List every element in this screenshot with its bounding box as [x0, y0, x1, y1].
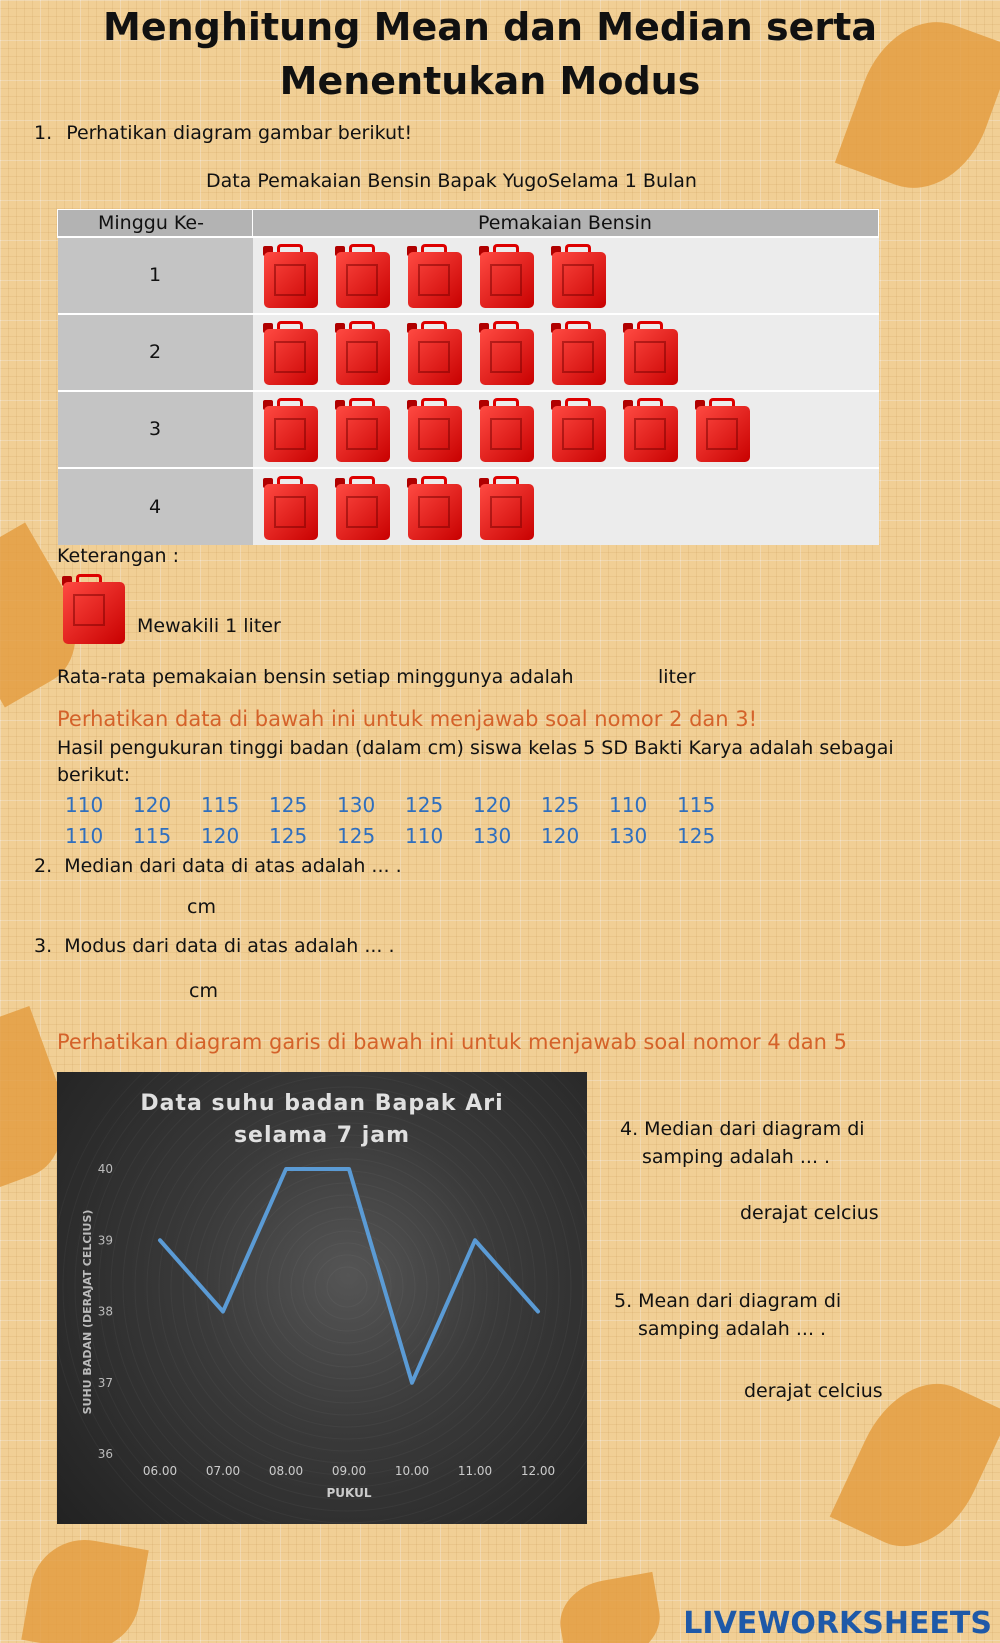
- q5-line1: 5. Mean dari diagram di: [614, 1290, 842, 1312]
- jerry-can-icon: [477, 474, 535, 540]
- legend-text: Mewakili 1 liter: [137, 615, 281, 637]
- week-cell: 3: [58, 391, 253, 468]
- x-tick-label: 12.00: [520, 1464, 556, 1478]
- height-value: 130: [473, 824, 512, 848]
- week-cell: 1: [58, 237, 253, 314]
- q3-text: Modus dari data di atas adalah ... .: [64, 935, 395, 957]
- x-tick-label: 10.00: [394, 1464, 430, 1478]
- answer-input-q3[interactable]: [60, 977, 180, 1003]
- background-ring: [255, 1195, 439, 1379]
- week-cell: 2: [58, 314, 253, 391]
- y-tick-label: 38: [97, 1304, 113, 1319]
- background-ring: [243, 1183, 451, 1391]
- background-ring: [291, 1231, 403, 1343]
- height-value: 130: [609, 824, 648, 848]
- data-point: [222, 1310, 225, 1313]
- heights-row-1: [65, 793, 745, 817]
- jerry-can-icon: [405, 396, 463, 462]
- heights-row-2: [65, 824, 745, 848]
- height-value: 125: [269, 793, 308, 817]
- background-ring: [231, 1171, 463, 1403]
- height-value: 110: [65, 793, 104, 817]
- height-value: 130: [337, 793, 376, 817]
- background-ring: [207, 1147, 487, 1427]
- instruction-4-5: Perhatikan diagram garis di bawah ini untuk menjawab soal nomor 4 dan 5: [57, 1030, 847, 1054]
- data-point: [474, 1239, 477, 1242]
- x-tick-label: 06.00: [142, 1464, 178, 1478]
- jerry-can-icon: [261, 319, 319, 385]
- pictogram-row: [58, 391, 879, 468]
- jerry-can-icon: [405, 319, 463, 385]
- data-point: [348, 1168, 351, 1171]
- q4-line2: samping adalah ... .: [642, 1146, 831, 1168]
- jerry-can-icon: [261, 242, 319, 308]
- liveworksheets-logo: LIVEWORKSHEETS: [683, 1606, 992, 1641]
- y-tick-label: 37: [97, 1375, 113, 1390]
- jerry-can-icon: [693, 396, 751, 462]
- answer-input-q2[interactable]: [60, 893, 180, 919]
- q1-question: Rata-rata pemakaian bensin setiap minggunya adalah: [57, 666, 574, 688]
- temperature-series-line: [160, 1169, 538, 1383]
- jerry-can-icon: [333, 242, 391, 308]
- pictogram-table: [57, 209, 879, 545]
- height-value: 115: [133, 824, 172, 848]
- x-tick-label: 07.00: [205, 1464, 241, 1478]
- jerry-can-icon: [405, 242, 463, 308]
- q2-number: 2.: [34, 855, 53, 877]
- jerry-can-icon: [621, 396, 679, 462]
- height-value: 115: [201, 793, 240, 817]
- jerry-can-icon: [261, 396, 319, 462]
- x-axis-label: PUKUL: [326, 1486, 372, 1500]
- y-tick-label: 40: [97, 1162, 113, 1176]
- instruction-2-3: Perhatikan data di bawah ini untuk menjawab soal nomor 2 dan 3!: [57, 707, 758, 731]
- x-tick-label: 11.00: [457, 1464, 493, 1478]
- jerry-can-icon: [549, 396, 607, 462]
- background-ring: [315, 1255, 379, 1319]
- diagram-title: Data Pemakaian Bensin Bapak YugoSelama 1 Bulan: [206, 170, 697, 192]
- height-value: 125: [269, 824, 308, 848]
- usage-cell: [253, 237, 879, 314]
- pictogram-row: [58, 314, 879, 391]
- q5-unit: derajat celcius: [744, 1380, 883, 1402]
- line-chart: [57, 1072, 587, 1524]
- background-ring: [159, 1099, 535, 1475]
- data-intro-line2: berikut:: [57, 764, 131, 786]
- height-value: 125: [405, 793, 444, 817]
- data-intro-line1: Hasil pengukuran tinggi badan (dalam cm) siswa kelas 5 SD Bakti Karya adalah sebagai: [57, 737, 894, 759]
- jerry-can-icon: [549, 242, 607, 308]
- q1-prompt: [34, 122, 412, 144]
- col-week-header: Minggu Ke-: [58, 210, 253, 237]
- q2-unit: cm: [187, 896, 216, 918]
- usage-cell: [253, 391, 879, 468]
- q3: [34, 935, 395, 957]
- height-value: 110: [65, 824, 104, 848]
- data-point: [537, 1310, 540, 1313]
- pictogram-row: [58, 237, 879, 314]
- height-value: 120: [133, 793, 172, 817]
- jerry-can-icon: [621, 319, 679, 385]
- height-value: 110: [609, 793, 648, 817]
- page-title-line1: Menghitung Mean dan Median serta: [103, 5, 877, 49]
- height-value: 125: [677, 824, 716, 848]
- x-tick-label: 08.00: [268, 1464, 304, 1478]
- q1-unit: liter: [658, 666, 696, 688]
- q2: [34, 855, 402, 877]
- background-ring: [327, 1267, 367, 1307]
- pictogram-row: [58, 468, 879, 545]
- jerry-can-legend-icon: [60, 572, 140, 646]
- background-ring: [219, 1159, 475, 1415]
- background-ring: [303, 1243, 391, 1331]
- answer-input-q1[interactable]: [592, 664, 652, 690]
- data-point: [411, 1381, 414, 1384]
- q5-line2: samping adalah ... .: [638, 1318, 827, 1340]
- y-tick-label: 36: [97, 1447, 113, 1461]
- height-value: 120: [201, 824, 240, 848]
- height-value: 125: [337, 824, 376, 848]
- height-value: 125: [541, 793, 580, 817]
- chart-title-line2: selama 7 jam: [233, 1123, 411, 1148]
- jerry-can-icon: [477, 319, 535, 385]
- jerry-can-icon: [333, 474, 391, 540]
- background-ring: [171, 1111, 523, 1463]
- legend-title: Keterangan :: [57, 545, 180, 567]
- usage-cell: [253, 314, 879, 391]
- answer-input-q4[interactable]: [620, 1198, 730, 1224]
- answer-input-q5[interactable]: [620, 1376, 730, 1402]
- jerry-can-icon: [549, 319, 607, 385]
- jerry-can-icon: [477, 396, 535, 462]
- jerry-can-icon: [405, 474, 463, 540]
- col-usage-header: Pemakaian Bensin: [253, 210, 879, 237]
- data-point: [285, 1168, 288, 1171]
- page-title-line2: Menentukan Modus: [279, 59, 701, 103]
- y-axis-label: SUHU BADAN (DERAJAT CELCIUS): [81, 1209, 94, 1415]
- y-tick-label: 39: [97, 1233, 113, 1248]
- jerry-can-icon: [261, 474, 319, 540]
- q1-prompt-text: Perhatikan diagram gambar berikut!: [66, 122, 413, 144]
- q4-unit: derajat celcius: [740, 1202, 879, 1224]
- usage-cell: [253, 468, 879, 545]
- chart-svg: [57, 1072, 587, 1524]
- data-point: [159, 1239, 162, 1242]
- height-value: 110: [405, 824, 444, 848]
- height-value: 120: [541, 824, 580, 848]
- q2-text: Median dari data di atas adalah ... .: [64, 855, 402, 877]
- q1-number: 1.: [34, 122, 53, 144]
- leaf-decoration: [21, 1531, 148, 1643]
- q4-line1: 4. Median dari diagram di: [620, 1118, 865, 1140]
- jerry-can-icon: [477, 242, 535, 308]
- chart-title-line1: Data suhu badan Bapak Ari: [140, 1091, 504, 1116]
- x-tick-label: 09.00: [331, 1464, 367, 1478]
- q3-unit: cm: [189, 980, 218, 1002]
- height-value: 120: [473, 793, 512, 817]
- jerry-can-icon: [333, 319, 391, 385]
- leaf-decoration: [554, 1572, 666, 1643]
- height-value: 115: [677, 793, 716, 817]
- q3-number: 3.: [34, 935, 53, 957]
- week-cell: 4: [58, 468, 253, 545]
- background-ring: [279, 1219, 415, 1355]
- jerry-can-icon: [333, 396, 391, 462]
